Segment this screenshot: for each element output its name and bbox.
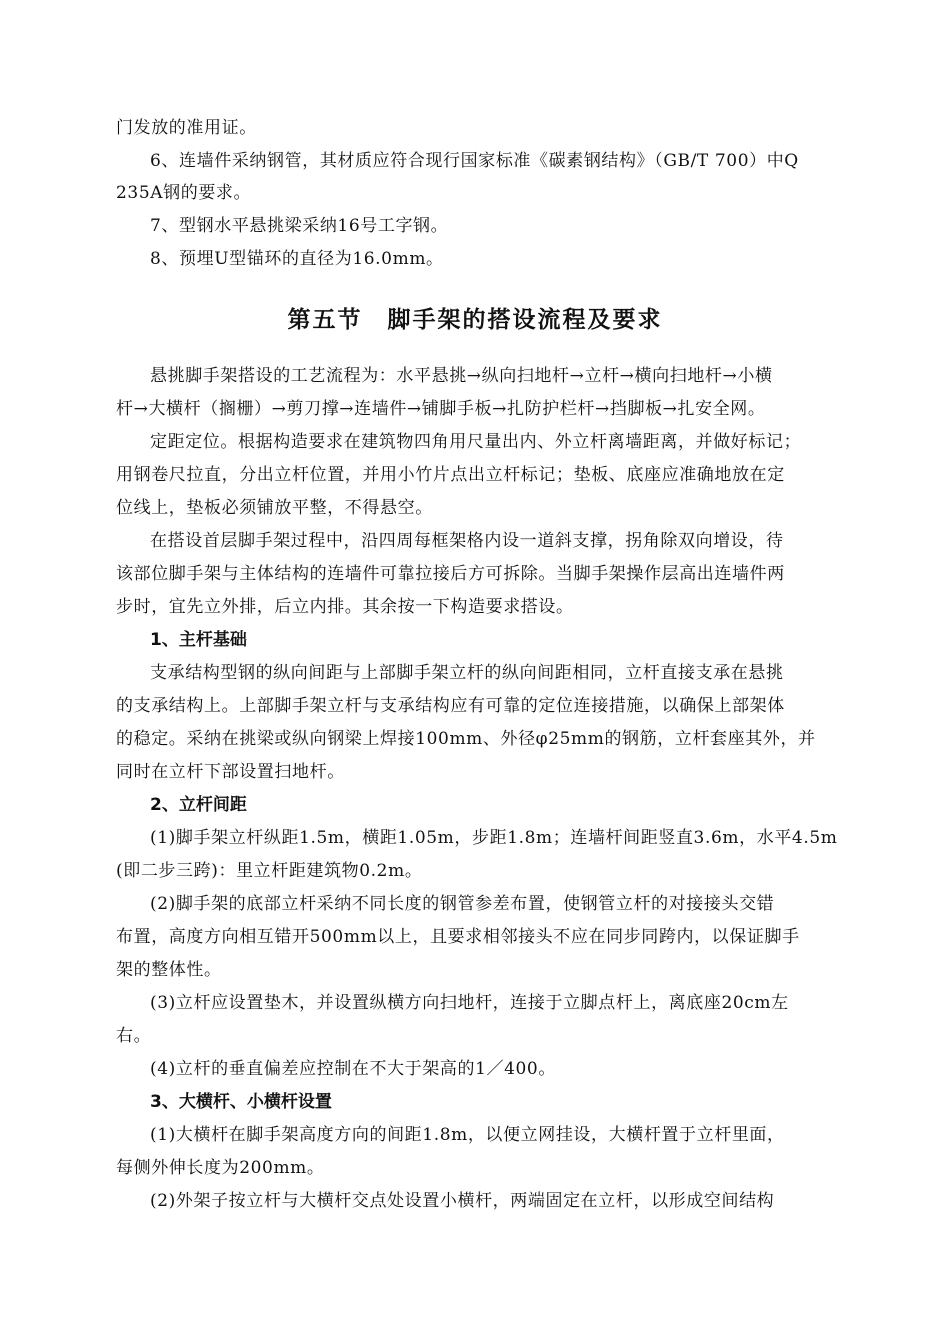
subheading: 3、大横杆、小横杆设置 xyxy=(150,1092,332,1112)
paragraph-line: 的稳定。采纳在挑梁或纵向钢梁上焊接100mm、外径φ25mm的钢筋，立杆套座其外，并 xyxy=(116,729,816,749)
paragraph-line: (1)脚手架立杆纵距1.5m，横距1.05m，步距1.8m；连墙杆间距竖直3.6m，水平4.5m xyxy=(150,828,838,848)
paragraph-line: 7、型钢水平悬挑梁采纳16号工字钢。 xyxy=(150,216,449,236)
paragraph-line: 同时在立杆下部设置扫地杆。 xyxy=(116,762,345,782)
paragraph-line: 在搭设首层脚手架过程中，沿四周每框架格内设一道斜支撑，拐角除双向增设，待 xyxy=(150,531,784,551)
paragraph-line: (4)立杆的垂直偏差应控制在不大于架高的1／400。 xyxy=(150,1059,556,1079)
paragraph-line: (2)脚手架的底部立杆采纳不同长度的钢管参差布置，使钢管立杆的对接接头交错 xyxy=(150,894,775,914)
paragraph-line: 右。 xyxy=(116,1026,152,1046)
paragraph-line: 杆→大横杆（搁栅）→剪刀撑→连墙件→铺脚手板→扎防护栏杆→挡脚板→扎安全网。 xyxy=(116,399,766,419)
paragraph-line: 用钢卷尺拉直，分出立杆位置，并用小竹片点出立杆标记；垫板、底座应准确地放在定 xyxy=(116,465,785,485)
paragraph-line: (1)大横杆在脚手架高度方向的间距1.8m，以便立网挂设，大横杆置于立杆里面， xyxy=(150,1125,785,1145)
paragraph-line: 6、连墙件采纳钢管，其材质应符合现行国家标准《碳素钢结构》（GB/T 700）中Q xyxy=(150,151,799,171)
paragraph-line: 布置，高度方向相互错开500mm以上，且要求相邻接头不应在同步同跨内，以保证脚手 xyxy=(116,927,800,947)
paragraph-line: 支承结构型钢的纵向间距与上部脚手架立杆的纵向间距相同，立杆直接支承在悬挑 xyxy=(150,663,784,683)
paragraph-line: 位线上，垫板必须铺放平整，不得悬空。 xyxy=(116,498,433,518)
subheading: 1、主杆基础 xyxy=(150,630,247,650)
paragraph-line: 悬挑脚手架搭设的工艺流程为：水平悬挑→纵向扫地杆→立杆→横向扫地杆→小横 xyxy=(150,366,773,386)
paragraph-line: 235A钢的要求。 xyxy=(116,183,252,203)
paragraph-line: 架的整体性。 xyxy=(116,960,222,980)
paragraph-line: 步时，宜先立外排，后立内排。其余按一下构造要求搭设。 xyxy=(116,597,574,617)
paragraph-line: 每侧外伸长度为200mm。 xyxy=(116,1158,325,1178)
paragraph-line: 定距定位。根据构造要求在建筑物四角用尺量出内、外立杆离墙距离，并做好标记； xyxy=(150,432,802,452)
subheading: 2、立杆间距 xyxy=(150,795,247,815)
paragraph-line: 该部位脚手架与主体结构的连墙件可靠拉接后方可拆除。当脚手架操作层高出连墙件两 xyxy=(116,564,785,584)
paragraph-line: 门发放的准用证。 xyxy=(116,118,257,138)
paragraph-line: (3)立杆应设置垫木，并设置纵横方向扫地杆，连接于立脚点杆上，离底座20cm左 xyxy=(150,993,789,1013)
paragraph-line: (即二步三跨)：里立杆距建筑物0.2m。 xyxy=(116,861,423,881)
section-title: 第五节 脚手架的搭设流程及要求 xyxy=(287,307,663,333)
paragraph-line: 的支承结构上。上部脚手架立杆与支承结构应有可靠的定位连接措施，以确保上部架体 xyxy=(116,696,785,716)
paragraph-line: (2)外架子按立杆与大横杆交点处设置小横杆，两端固定在立杆，以形成空间结构 xyxy=(150,1191,775,1211)
paragraph-line: 8、预埋U型锚环的直径为16.0mm。 xyxy=(150,249,444,269)
